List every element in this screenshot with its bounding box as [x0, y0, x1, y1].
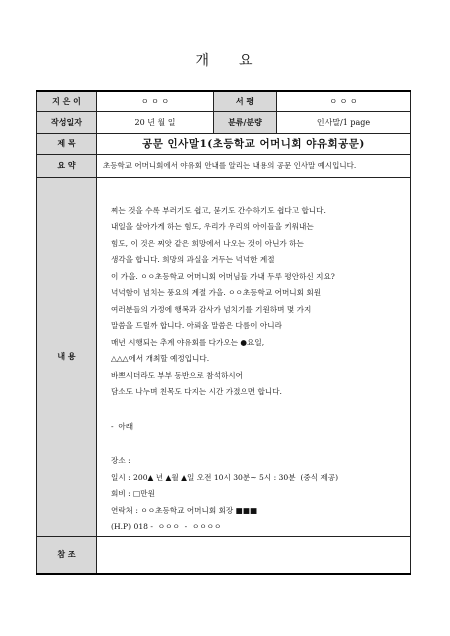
content-line: 힘도, 이 것은 찌앗 같은 희망에서 나오는 것이 아닌가 하는	[111, 238, 304, 248]
author-label: 지 은 이	[37, 91, 97, 111]
content-line: 매년 시행되는 추계 야유회를 다가오는 ●요일,	[111, 337, 265, 347]
content-line: 생각을 합니다. 희망의 과실을 거두는 넉넉한 계절	[111, 255, 275, 264]
content-line: 말씀을 드릴까 합니다. 아뢰올 말씀은 다름이 아니라	[111, 321, 282, 330]
content-cell	[97, 177, 411, 536]
content-line: 담소도 나누며 친목도 다지는 시간 가졌으면 합니다.	[111, 387, 282, 396]
detail-line: 일시 : 200▲ 년 ▲월 ▲일 오전 10시 30분~ 5시 : 30분 (중식 제공)	[111, 472, 339, 482]
title-char-2: 요	[239, 53, 255, 69]
detail-line: (H.P) 018 - ㅇㅇㅇ - ㅇㅇㅇㅇ	[111, 522, 222, 531]
content-line: △△△에서 개최할 예정입니다.	[111, 354, 210, 363]
detail-line: 장소 :	[111, 456, 131, 465]
date-value: 20 년 월 일	[97, 111, 214, 133]
content-line: 여러분들의 가정에 행복과 감사가 넘치기를 기원하며 몇 가지	[111, 304, 312, 314]
content-line: 이 가을. ㅇㅇ초등학교 어머니회 어머님들 가내 두루 평안하신 지요?	[111, 271, 335, 281]
detail-line: 연락처 : ㅇㅇ초등학교 어머니회 회장 ■■■	[111, 505, 258, 515]
content-line: 찌는 것을 수록 부러기도 쉽고, 묻기도 간수하기도 쉽다고 합니다.	[111, 205, 326, 215]
document-title	[0, 50, 450, 70]
reference-value	[97, 536, 411, 574]
below-marker: - 아래	[111, 421, 134, 431]
detail-line: 회비 : □만원	[111, 489, 155, 498]
overview-form	[36, 90, 411, 575]
content-line: 넉넉함이 넘치는 풍요의 계절 가을. ㅇㅇ초등학교 어머니회 회원	[111, 288, 322, 297]
content-line: 바쁘시더라도 부부 동반으로 참석하시어	[111, 370, 243, 380]
category-label: 분류/분량	[214, 111, 277, 133]
content-body	[97, 178, 410, 536]
title-label: 제 목	[37, 133, 97, 154]
reference-label: 참 조	[37, 536, 97, 574]
content-line: 내일을 살아가게 하는 힘도, 우리가 우리의 아이들을 키워내는	[111, 222, 314, 231]
title-char-1: 개	[195, 53, 211, 69]
subject-value: 공문 인사말1(초등학교 어머니회 야유회공문)	[97, 133, 411, 154]
summary-label: 요 약	[37, 154, 97, 177]
date-label: 작성일자	[37, 111, 97, 133]
author-value: ㅇ ㅇ ㅇ	[97, 91, 214, 111]
content-label: 내 용	[37, 177, 97, 536]
books-value: ㅇ ㅇ ㅇ	[277, 91, 411, 111]
category-value: 인사말/1 page	[277, 111, 411, 133]
summary-value: 초등학교 어머니회에서 야유회 안내를 알리는 내용의 공문 인사말 예시입니다.	[97, 154, 411, 177]
books-label: 서 평	[214, 91, 277, 111]
